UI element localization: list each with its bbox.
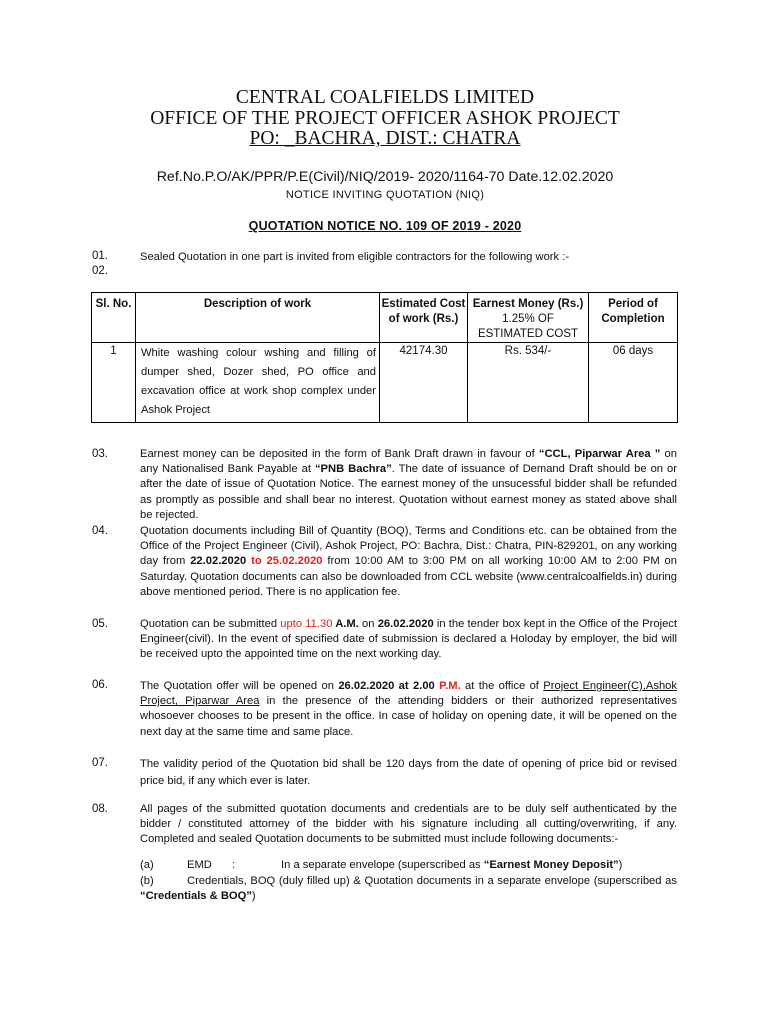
sub-b-part: Credentials, BOQ (duly filled up) & Quotation documents in a separate envelope (superscribed as — [187, 875, 677, 887]
item-03-part: Earnest money can be deposited in the form of Bank Draft drawn in favour of — [140, 448, 539, 460]
item-07-text: The validity period of the Quotation bid shall be 120 days from the date of opening of price bid or revised price bid, if any which ever is later. — [140, 758, 677, 787]
sub-b-label: (b) — [140, 875, 154, 887]
table-header-row — [92, 293, 678, 343]
item-06-part: in the presence of the attending bidders or their authorized representatives whosoever chooses to be present in the office. In case of holiday on opening date, it will be opened on the next day at the same time and same place. — [140, 695, 677, 738]
header-earnest-money-pct: 1.25% OF — [502, 313, 554, 325]
work-table — [91, 292, 678, 423]
item-08-text: All pages of the submitted quotation documents and credentials are to be duly self authenticated by the bidder / constituted attorney of the bidder with his signature including all cutting/overwriting, if any. Completed and sealed Quotation documents to be submitted must include following documents:- — [140, 803, 677, 846]
item-05-part: in the tender box kept in the Office of the Project Engineer(civil). In the event of specified date of submission is declared a Holoday by employer, the bid will be received upto the appointed time on the next working day. — [140, 618, 677, 661]
notice-title: QUOTATION NOTICE NO. 109 OF 2019 - 2020 — [248, 219, 522, 233]
item-number: 04. — [92, 525, 108, 537]
item-number: 01. — [92, 250, 108, 262]
sub-a-label: (a) — [140, 859, 154, 871]
cell-earnest-money: Rs. 534/- — [468, 343, 589, 423]
sub-a-part: In a separate envelope (superscribed as — [281, 859, 484, 871]
item-06-pm: P.M. — [434, 680, 461, 692]
item-06-date: 26.02.2020 at 2.00 — [338, 680, 435, 692]
item-05-part: on — [358, 618, 378, 630]
item-03-text — [140, 447, 677, 523]
sub-a-superscription: “Earnest Money Deposit” — [483, 859, 619, 871]
header-sl-no: Sl. No. — [92, 293, 136, 343]
cell-sl-no: 1 — [92, 343, 136, 423]
item-05-am: A.M. — [332, 618, 359, 630]
item-number: 07. — [92, 757, 108, 769]
item-03-payee: “CCL, Piparwar Area ” — [538, 448, 661, 460]
sub-a-part: ) — [618, 859, 623, 871]
item-05-text — [140, 617, 677, 663]
office-address: PO: _BACHRA, DIST.: CHATRA — [249, 128, 521, 149]
item-number: 05. — [92, 618, 108, 630]
item-number: 08. — [92, 803, 108, 815]
header-estimated-cost-text: Estimated Cost of work (Rs.) — [381, 298, 466, 325]
item-04-part: from 10:00 AM to 3:00 PM on all working 10:00 AM to 2:00 PM on Saturday. Quotation documents can also be downloaded from CCL website (www.centralcoalfields.in) during above mentioned period. There is no application fee. — [140, 555, 677, 598]
item-05-date: 26.02.2020 — [377, 618, 434, 630]
item-04-text — [140, 524, 677, 600]
reference-number: Ref.No.P.O/AK/PPR/P.E(Civil)/NIQ/2019- 2020/1164-70 Date.12.02.2020 — [156, 169, 614, 185]
header-earnest-money-title: Earnest Money (Rs.) — [472, 298, 584, 310]
sub-a-colon: : — [232, 859, 236, 871]
header-earnest-money — [468, 293, 589, 343]
item-06-text — [140, 679, 677, 740]
cell-description: White washing colour wshing and filling of dumper shed, Dozer shed, PO office and excavation office at work shop complex under Ashok Project — [136, 343, 380, 423]
sub-b-part: ) — [251, 890, 256, 902]
item-04-end-date: to 25.02.2020 — [246, 555, 323, 568]
item-04-start-date: 22.02.2020 — [190, 555, 247, 568]
header-period: Period of Completion — [589, 293, 678, 343]
office-name: OFFICE OF THE PROJECT OFFICER ASHOK PROJECT — [150, 108, 620, 129]
niq-label: NOTICE INVITING QUOTATION (NIQ) — [285, 189, 485, 201]
cell-estimated-cost: 42174.30 — [380, 343, 468, 423]
sub-a-text — [281, 858, 622, 873]
item-05-time: upto 11.30 — [280, 618, 333, 630]
sub-b-superscription: “Credentials & BOQ” — [140, 890, 252, 902]
header-earnest-money-basis: ESTIMATED COST — [477, 328, 579, 340]
item-06-part: The Quotation offer will be opened on — [140, 680, 339, 692]
item-number: 03. — [92, 448, 108, 460]
item-06-part: at the office of — [460, 680, 544, 692]
header-description: Description of work — [136, 293, 380, 343]
header-estimated-cost — [380, 293, 468, 343]
item-number: 06. — [92, 679, 108, 691]
item-01-text: Sealed Quotation in one part is invited from eligible contractors for the following work :- — [140, 251, 570, 263]
sub-b-text — [140, 874, 677, 904]
item-04-part: Quotation documents including Bill of Quantity (BOQ), Terms and Conditions etc. can be obtained from the Office of the Project Engineer (Civil), Ashok Project, PO: Bachra, Dist.: Chatra, PIN-829201, on any working day from — [140, 525, 677, 568]
sub-a-emd: EMD — [187, 859, 212, 871]
item-03-part: on any Nationalised Bank Payable at — [140, 448, 677, 476]
item-06-office: Project Engineer(C),Ashok Project, Piparwar Area — [140, 680, 677, 708]
org-name: CENTRAL COALFIELDS LIMITED — [235, 87, 535, 108]
cell-period: 06 days — [589, 343, 678, 423]
item-number: 02. — [92, 265, 108, 277]
item-03-bank: “PNB Bachra” — [314, 463, 392, 476]
item-03-part: . The date of issuance of Demand Draft should be on or after the date of issue of Quotation Notice. The earnest money of the unsucessful bidder shall be refunded as promptly as possible and shall bear no interest. Quotation without earnest money as stated above shall be rejected. — [140, 463, 677, 521]
table-row — [92, 343, 678, 423]
item-05-part: Quotation can be submitted — [140, 618, 281, 630]
